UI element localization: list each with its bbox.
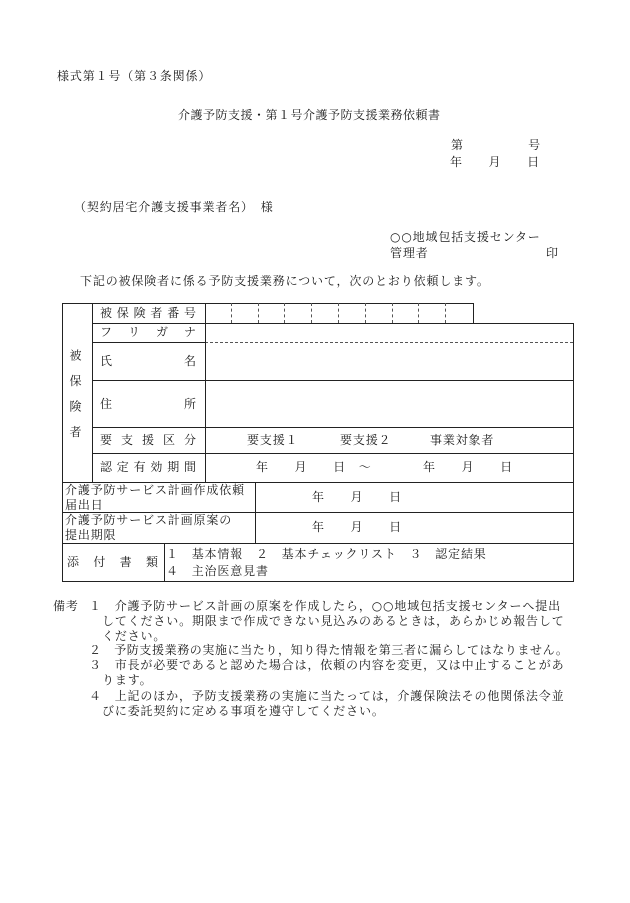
note-line: ４ 上記のほか，予防支援業務の実施に当たっては，介護保険法その他関係法令並 [89,689,565,703]
note-line: １ 介護予防サービス計画の原案を作成したら，○○地域包括支援センターへ提出 [89,599,561,613]
support-level-label [100,432,196,448]
table-rule [92,427,573,428]
insured-number-box [366,303,393,323]
label-char: リ [127,325,140,339]
insured-number-box [285,303,312,323]
table-rule [92,342,205,343]
label-char: 名 [183,354,196,368]
note-line: びに委託契約に定める事項を遵守してください。 [102,704,385,718]
address-field [206,381,572,427]
table-rule [473,303,474,323]
request-date-label: 介護予防サービス計画作成依頼 [65,483,245,497]
label-char: 区 [162,433,175,447]
insured-number-box [339,303,366,323]
insured-number-box [393,303,420,323]
label-char: 住 [100,397,113,411]
attachments-line: ４ 主治医意見書 [166,564,269,578]
support-level-option: 要支援２ [340,433,392,447]
label-char: 被 [100,306,113,320]
label-char: 効 [150,460,163,474]
note-line: ３ 市長が必要であると認めた場合は，依頼の内容を変更，又は中止することがあ [89,658,565,672]
request-date-label: 届出日 [65,498,104,512]
label-char: フ [100,325,113,339]
document-date: 年 月 日 [450,155,540,169]
table-rule [62,581,574,582]
label-char: 書 [119,555,132,569]
label-char: 期 [167,460,180,474]
table-rule [573,323,574,581]
document-number: 第 号 [451,138,541,152]
name-field [206,343,572,380]
label-char: 分 [183,433,196,447]
table-rule [92,303,93,482]
furigana-field [206,324,572,342]
sender-manager: 管理者 [390,246,429,260]
label-char: 要 [100,433,113,447]
label-char: 番 [167,306,180,320]
label-char: 援 [141,433,154,447]
insured-number-box [205,303,232,323]
insured-number-box [312,303,339,323]
support-level-option: 事業対象者 [430,433,495,447]
furigana-label [100,324,196,340]
validity-period-value: 年 月 日 ～ 年 月 日 [256,460,514,474]
label-char: 類 [145,555,158,569]
insured-number-box [259,303,286,323]
name-label [100,353,196,369]
insured-number-box [419,303,446,323]
label-char: 険 [133,306,146,320]
attachments-label [67,554,158,570]
label-char: 号 [183,306,196,320]
label-char: ガ [155,325,168,339]
form-number: 様式第１号（第３条関係） [57,69,212,83]
table-rule [164,543,165,581]
note-line: してください。期限まで作成できない見込みのあるときは，あらかじめ報告して [102,614,565,628]
notes-label: 備考 [53,599,79,613]
draft-deadline-label: 提出期限 [65,528,117,542]
table-rule [62,303,63,581]
label-char: 者 [150,306,163,320]
label-char: 支 [120,433,133,447]
attachments-line: １ 基本情報 ２ 基本チェックリスト ３ 認定結果 [166,547,487,561]
insured-number-box [446,303,473,323]
label-char: 添 [67,555,80,569]
note-line: ります。 [102,673,153,687]
validity-period-label [100,459,196,475]
label-char: 付 [93,555,106,569]
request-date-value: 年 月 日 [312,490,402,504]
insured-group-label: 被保険者 [68,349,82,451]
label-char: 保 [116,306,129,320]
table-rule [92,453,573,454]
document-title: 介護予防支援・第１号介護予防支援業務依頼書 [178,108,441,122]
note-line: ください。 [102,629,167,643]
sender-organization: ○○地域包括支援センター [390,230,541,244]
note-line: ２ 予防支援業務の実施に当たり，知り得た情報を第三者に漏らしてはなりません。 [89,643,569,657]
label-char: 定 [116,460,129,474]
insured-number-label [100,305,196,321]
addressee: （契約居宅介護支援事業者名） 様 [74,200,274,214]
draft-deadline-value: 年 月 日 [312,520,402,534]
support-level-option: 要支援１ [247,433,299,447]
label-char: 有 [133,460,146,474]
label-char: ナ [183,325,196,339]
table-rule [255,482,256,543]
label-char: 間 [183,460,196,474]
intro-text: 下記の被保険者に係る予防支援業務について，次のとおり依頼します。 [80,274,490,288]
insured-number-box [232,303,259,323]
label-char: 所 [183,397,196,411]
address-label [100,396,196,412]
draft-deadline-label: 介護予防サービス計画原案の [65,513,233,527]
seal-mark: 印 [546,246,559,260]
label-char: 氏 [100,354,113,368]
label-char: 認 [100,460,113,474]
table-rule [62,543,573,544]
